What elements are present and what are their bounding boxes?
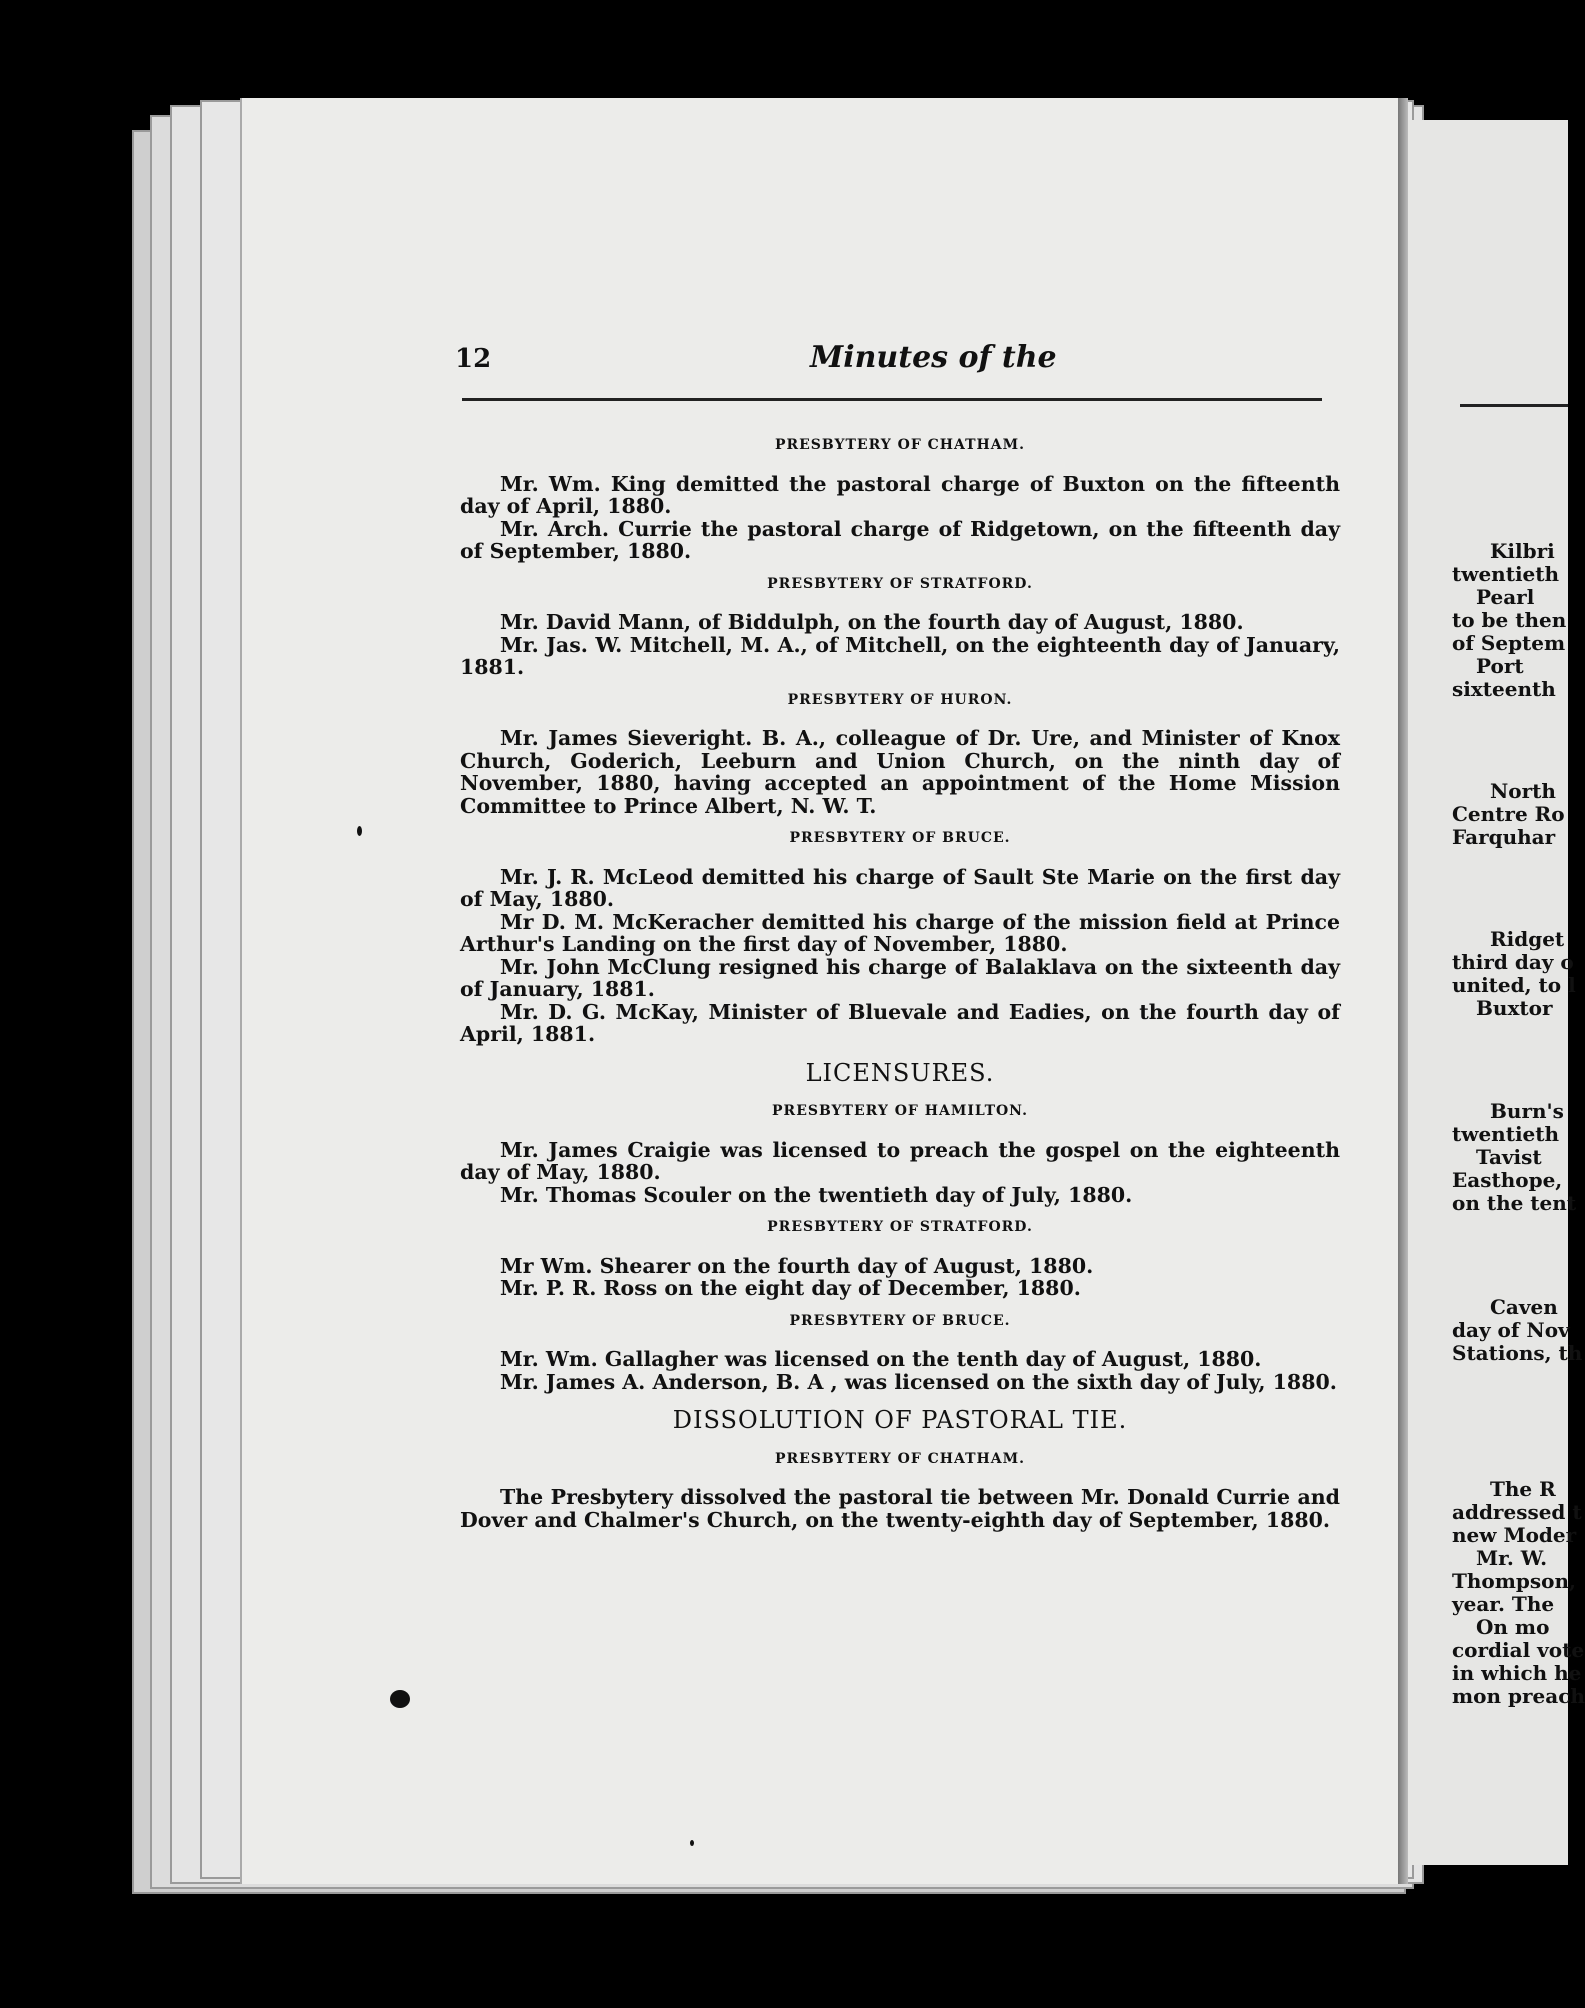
right-page-line: united, to l xyxy=(1452,973,1576,997)
presbytery-heading: PRESBYTERY OF STRATFORD. xyxy=(767,1219,1033,1235)
right-page-line: day of Nov xyxy=(1452,1318,1570,1342)
section-heading: DISSOLUTION OF PASTORAL TIE. xyxy=(672,1406,1128,1434)
right-page-line: Farquhar xyxy=(1452,825,1556,849)
right-page-line: Kilbri xyxy=(1490,539,1555,563)
entry-paragraph: Mr. James A. Anderson, B. A , was licensed on the sixth day of July, 1880. xyxy=(500,1369,1337,1394)
right-page-line: Tavist xyxy=(1476,1145,1542,1169)
entry-paragraph: Mr. Arch. Currie the pastoral charge of Ridgetown, on the fifteenth day of September, 1880. xyxy=(460,516,1340,563)
header-rule xyxy=(462,398,1322,401)
entry-paragraph: Mr. John McClung resigned his charge of Balaklava on the sixteenth day of January, 1881. xyxy=(460,954,1340,1001)
entry-paragraph: Mr. Wm. Gallagher was licensed on the tenth day of August, 1880. xyxy=(500,1347,1262,1371)
right-page-line: cordial vote xyxy=(1452,1638,1585,1662)
right-page-line: Ridget xyxy=(1490,927,1565,951)
presbytery-heading: PRESBYTERY OF BRUCE. xyxy=(789,1312,1011,1329)
right-page-line: Burn's xyxy=(1490,1099,1564,1123)
book-gutter xyxy=(1398,98,1408,1884)
presbytery-heading: PRESBYTERY OF HURON. xyxy=(787,691,1013,708)
presbytery-heading: PRESBYTERY OF STRATFORD. xyxy=(767,575,1033,592)
right-page-line: year. The xyxy=(1452,1592,1555,1616)
section-heading: LICENSURES. xyxy=(805,1058,995,1087)
entry-paragraph: Mr Wm. Shearer on the fourth day of August, 1880. xyxy=(500,1253,1094,1278)
ink-spot xyxy=(690,1840,694,1846)
page-number: 12 xyxy=(455,344,492,374)
entry-paragraph: Mr. James Sieveright. B. A., colleague of Dr. Ure, and Minister of Knox Church, Goderich, Leeburn and Union Church, on the ninth day of November, 1880, having accepted an appointment of the Home Mission Committee to Prince Albert, N. W. T. xyxy=(460,726,1340,818)
ink-spot xyxy=(357,826,362,836)
entry-paragraph: Mr D. M. McKeracher demitted his charge of the mission field at Prince Arthur's Landing on the first day of November, 1880. xyxy=(460,909,1340,956)
running-title: Minutes of the xyxy=(810,340,1057,375)
presbytery-heading: PRESBYTERY OF BRUCE. xyxy=(789,830,1011,846)
right-page-line: North xyxy=(1490,779,1556,803)
right-page-line: Centre Ro xyxy=(1452,802,1565,826)
entry-paragraph: Mr. P. R. Ross on the eight day of December, 1880. xyxy=(500,1276,1081,1300)
entry-paragraph: Mr. Jas. W. Mitchell, M. A., of Mitchell, on the eighteenth day of January, 1881. xyxy=(460,632,1340,679)
entry-paragraph: Mr. D. G. McKay, Minister of Bluevale and Eadies, on the fourth day of April, 1881. xyxy=(460,999,1340,1046)
right-page-line: twentieth xyxy=(1452,562,1560,586)
right-page-line: Caven xyxy=(1490,1295,1558,1319)
entry-paragraph: Mr. James Craigie was licensed to preach the gospel on the eighteenth day of May, 1880. xyxy=(460,1137,1340,1184)
right-page-line: new Moder xyxy=(1452,1523,1577,1547)
right-page-line: Easthope, xyxy=(1452,1168,1563,1192)
right-page-line: Pearl xyxy=(1476,585,1535,609)
entry-paragraph: Mr. David Mann, of Biddulph, on the fourth day of August, 1880. xyxy=(500,610,1244,634)
right-page-line: Mr. W. xyxy=(1476,1546,1548,1570)
right-page-line: Thompson, xyxy=(1452,1569,1577,1593)
right-page-line: on the tent xyxy=(1452,1191,1577,1215)
presbytery-heading: PRESBYTERY OF CHATHAM. xyxy=(774,437,1026,453)
entry-paragraph: Mr. J. R. McLeod demitted his charge of Sault Ste Marie on the first day of May, 1880. xyxy=(460,864,1340,911)
right-page-line: Stations, th xyxy=(1452,1341,1583,1365)
right-page-line: mon preach xyxy=(1452,1684,1585,1708)
presbytery-heading: PRESBYTERY OF HAMILTON. xyxy=(772,1103,1028,1119)
presbytery-heading: PRESBYTERY OF CHATHAM. xyxy=(774,1450,1026,1467)
right-page-line: addressed t xyxy=(1452,1500,1582,1524)
page-header xyxy=(455,340,1325,390)
ink-spot xyxy=(390,1690,410,1708)
entry-paragraph: Mr. Wm. King demitted the pastoral charge of Buxton on the fifteenth day of April, 1880. xyxy=(460,471,1340,518)
right-page-line: to be then xyxy=(1452,608,1567,632)
page-body xyxy=(460,424,1340,1531)
right-page-line: in which he xyxy=(1452,1661,1582,1685)
right-page-line: The R xyxy=(1490,1477,1556,1501)
right-page-line: Buxtor xyxy=(1476,996,1553,1020)
entry-paragraph: Mr. Thomas Scouler on the twentieth day of July, 1880. xyxy=(500,1182,1133,1207)
right-header-rule xyxy=(1460,404,1568,407)
right-page-line: third day o xyxy=(1452,950,1574,974)
right-page-line: of Septem xyxy=(1452,631,1566,655)
right-page-line: Port xyxy=(1476,654,1524,678)
entry-paragraph: The Presbytery dissolved the pastoral tie between Mr. Donald Currie and Dover and Chalmer's Church, on the twenty-eighth day of September, 1880. xyxy=(460,1485,1340,1532)
right-page-line: sixteenth xyxy=(1452,677,1556,701)
right-page-line: twentieth xyxy=(1452,1122,1560,1146)
right-page-line: On mo xyxy=(1476,1615,1550,1639)
